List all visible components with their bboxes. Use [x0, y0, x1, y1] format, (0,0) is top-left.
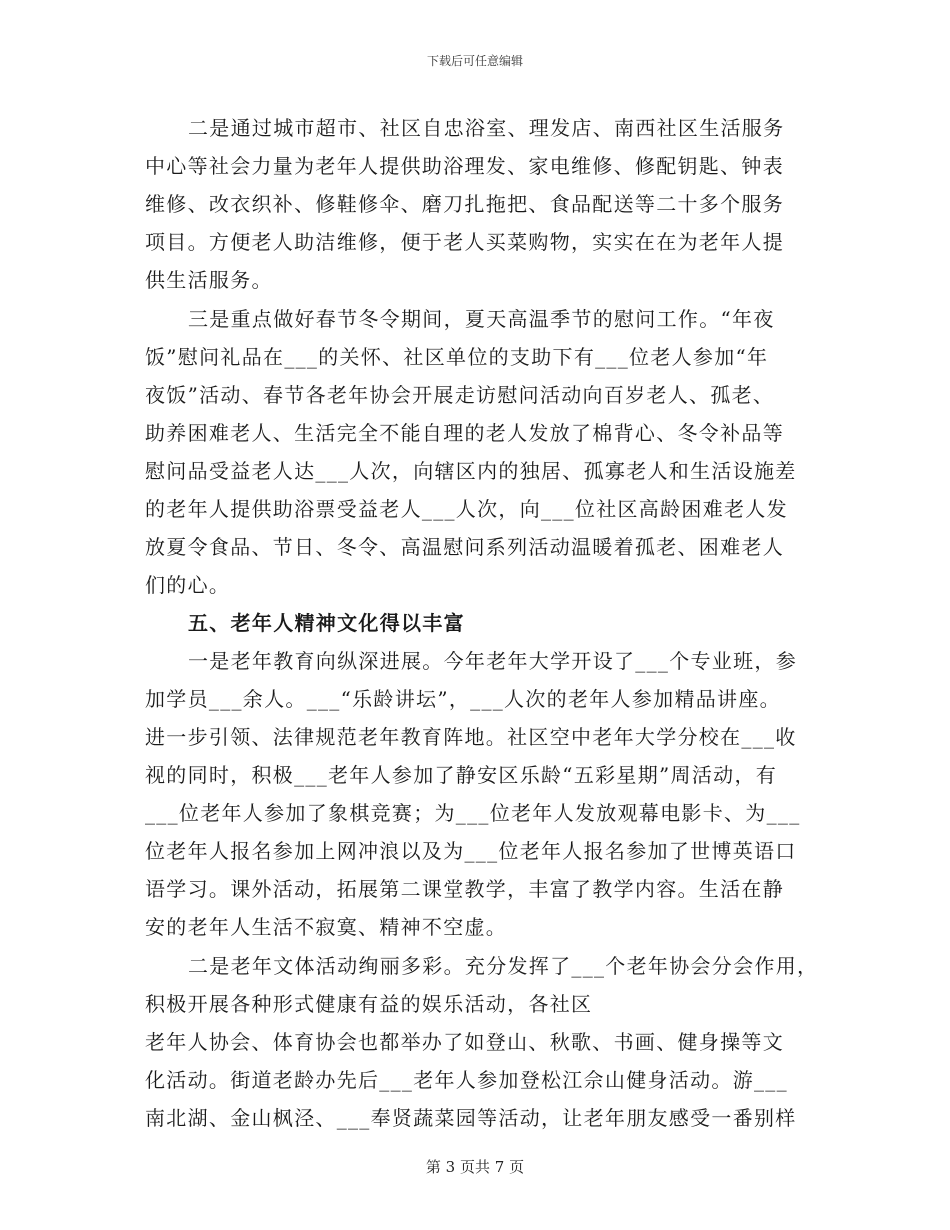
paragraph-line: 位老年人报名参加上网冲浪以及为___位老年人报名参加了世博英语口: [145, 839, 797, 863]
paragraph-line: 老年人协会、体育协会也都举办了如登山、秋歌、书画、健身操等文: [145, 1030, 784, 1054]
paragraph-line: 中心等社会力量为老年人提供助浴理发、家电维修、修配钥匙、钟表: [145, 154, 784, 178]
section-heading: 五、老年人精神文化得以丰富: [188, 611, 465, 635]
paragraph-line: ___位老年人参加了象棋竞赛；为___位老年人发放观幕电影卡、为___: [145, 801, 801, 825]
paragraph-line: 们的心。: [145, 573, 231, 597]
paragraph-line: 供生活服务。: [145, 268, 273, 292]
paragraph-line: 化活动。街道老龄办先后___老年人参加登松江佘山健身活动。游___: [145, 1068, 788, 1092]
paragraph-line: 三是重点做好春节冬令期间，夏天高温季节的慰问工作。“年夜: [188, 307, 775, 331]
paragraph-line: 一是老年教育向纵深进展。今年老年大学开设了___个专业班，参: [188, 649, 797, 673]
paragraph-line: 视的同时，积极___老年人参加了静安区乐龄“五彩星期”周活动，有: [145, 763, 778, 787]
paragraph-line: 助养困难老人、生活完全不能自理的老人发放了棉背心、冬令补品等: [145, 421, 784, 445]
paragraph-line: 语学习。课外活动，拓展第二课堂教学，丰富了教学内容。生活在静: [145, 877, 784, 901]
paragraph-line: 二是通过城市超市、社区自忠浴室、理发店、南西社区生活服务: [188, 116, 785, 140]
paragraph-line: 夜饭”活动、春节各老年协会开展走访慰问活动向百岁老人、孤老、: [145, 383, 775, 407]
paragraph-line: 积极开展各种形式健康有益的娱乐活动，各社区: [145, 992, 593, 1016]
paragraph-line: 放夏令食品、节日、冬令、高温慰问系列活动温暖着孤老、困难老人: [145, 535, 784, 559]
paragraph-line: 南北湖、金山枫泾、___奉贤蔬菜园等活动，让老年朋友感受一番别样: [145, 1106, 797, 1130]
paragraph-line: 慰问品受益老人达___人次，向辖区内的独居、孤寡老人和生活设施差: [145, 459, 797, 483]
paragraph-line: 进一步引领、法律规范老年教育阵地。社区空中老年大学分校在___收: [145, 725, 797, 749]
paragraph-line: 维修、改衣织补、修鞋修伞、磨刀扎拖把、食品配送等二十多个服务: [145, 192, 784, 216]
paragraph-line: 安的老年人生活不寂寞、精神不空虚。: [145, 915, 508, 939]
paragraph-line: 二是老年文体活动绚丽多彩。充分发挥了___个老年协会分会作用，: [188, 954, 819, 978]
paragraph-line: 项目。方便老人助洁维修，便于老人买菜购物，实实在在为老年人提: [145, 230, 784, 254]
paragraph-line: 的老年人提供助浴票受益老人___人次，向___位社区高龄困难老人发: [145, 497, 788, 521]
page-footer: 第 3 页共 7 页: [425, 1158, 525, 1176]
page-header: 下载后可任意编辑: [426, 54, 523, 68]
paragraph-line: 饭”慰问礼品在___的关怀、社区单位的支助下有___位老人参加“年: [145, 345, 769, 369]
paragraph-line: 加学员___余人。___“乐龄讲坛”，___人次的老年人参加精品讲座。: [145, 687, 781, 711]
